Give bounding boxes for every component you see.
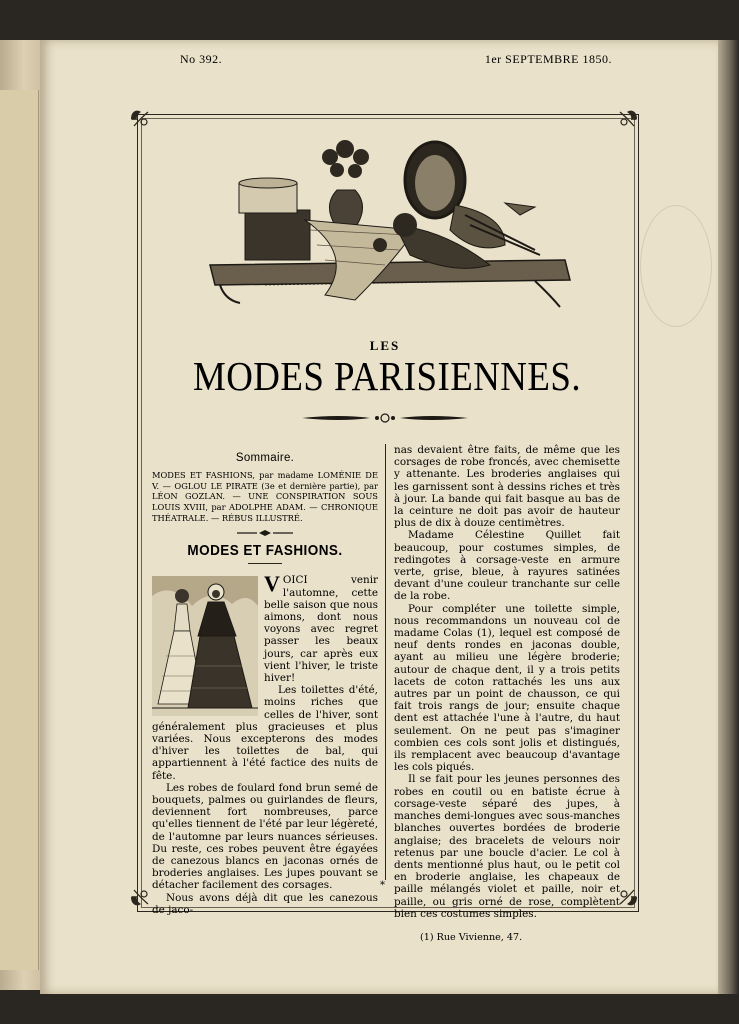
column-divider [385,444,386,880]
signature-mark: * [380,880,385,891]
fashion-plate-illustration [152,576,258,716]
paragraph-right-3: Pour compléter une toilette simple, nous recommandons un nouveau col de madame Colas (1), lequel est composé de neuf dents rondes en jaconas double, ayant au milieu une légère broderie; autour de chaque dent, il y a trois petits lacets de coton rattachés les uns aux autres par un point de chausson, ce qui fait trois rangs de jour; ensuite chaque dent est attachée l'une à l'autre, du haut seulement. On ne peut pas s'imaginer combien ces cols sont jolis et distingués, ils remplacent avec beaucoup d'avantage les cols piqués. [394,602,620,774]
running-header [180,52,612,68]
left-page-fold [0,90,39,970]
footnote: (1) Rue Vivienne, 47. [420,931,523,943]
book-spine-shadow [718,40,739,994]
article-title: MODES ET FASHIONS. [187,542,343,560]
drop-cap: V [264,571,280,597]
paragraph-left-2: Les toilettes d'été, moins riches que celles de l'hiver, sont généralement plus gracieuses et plus variées. Nous excepterons des modes d'hiver les toilettes de bal, qui appartiennent à l'été factice des nuits de fête. [152,684,378,782]
sommaire-heading: Sommaire. [235,452,295,464]
right-column [394,444,620,944]
paragraph-right-2: Madame Célestine Quillet fait beaucoup, pour costumes simples, de redingotes à corsage-veste en armure verte, grise, bleue, à rayures satinées devant d'une couleur tranchante sur celle de la robe. [394,529,620,603]
article-title-rule [248,563,282,564]
stamp-show-through [640,205,712,327]
paragraph-left-1: OICI venir l'automne, cette belle saison que nous aimons, dont nous voyons avec regret passer les beaux jours, car après eux vient l'hiver, le triste hiver! [264,574,378,684]
still-life-engraving [205,135,575,315]
corner-ornament-top-right [614,106,640,132]
paragraph-left-3: Les robes de foulard fond brun semé de bouquets, palmes ou guirlandes de fleurs, deviennent fort nombreuses, parce qu'elles tiennent de l'été par leur légèreté, de l'automne par leurs nuances sérieuses. Du reste, ces robes peuvent être égayées de canezous blancs en jaconas ornés de broderies anglaises. Les jupes pouvant se détacher facilement des corsages. [152,781,378,892]
masthead-les: LES [369,338,401,353]
issue-date: 1er SEPTEMBRE 1850. [484,52,612,66]
paragraph-right-4: Il se fait pour les jeunes personnes des robes en coutil ou en batiste écrue à corsage-veste séparé des jupes, à manches demi-longues avec sous-manches blanches ouvertes bordées de broderie anglaise; des bracelets de velours noir retenus par une boucle d'acier. Le col à dents mentionné plus haut, ou le petit col en broderie anglaise, les chapeaux de paille mélangés violet et paille, noir et paille, ou gris orné de rose, complètent bien ces costumes simples. [394,773,620,920]
corner-ornament-bottom-left [128,884,154,910]
paragraph-right-1: nas devaient être faits, de même que les corsages de robe froncés, avec chemisette y attenante. Les broderies anglaises qui les garnissent sont à dessins riches et très à jour. La bande qui fait basque au bas de la ceinture ne doit pas avoir de hauteur plus de dix à douze centimètres. [394,444,620,530]
masthead-ornament-rule [300,410,470,426]
issue-number: No 392. [180,52,223,66]
masthead-title: MODES PARISIENNES. [192,353,582,399]
paragraph-left-4: Nous avons déjà dit que les canezous de jaco- [152,891,378,916]
sommaire-contents: MODES ET FASHIONS, par madame LOMÉNIE DE V. — OGLOU LE PIRATE (3e et dernière partie), par LÉON GOZLAN. — UNE CONSPIRATION SOUS LOUIS XVIII, par ADOLPHE ADAM. — CHRONIQUE THÉATRALE. — RÉBUS ILLUSTRÉ. [152,470,378,523]
sommaire-ornament [235,529,295,537]
left-column [152,452,378,916]
corner-ornament-top-left [128,106,154,132]
